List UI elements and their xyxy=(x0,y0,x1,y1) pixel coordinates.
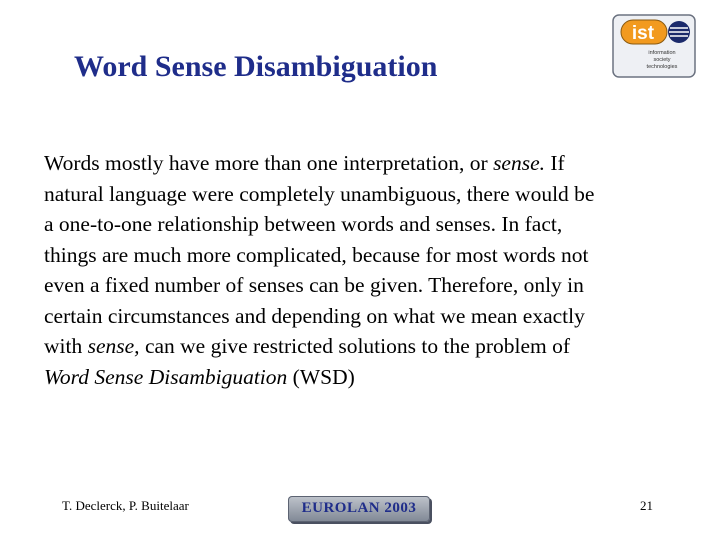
text-segment: even a fixed number of senses can be given. Therefore, only in xyxy=(44,273,584,297)
italic-term: sense. xyxy=(493,151,546,175)
body-line xyxy=(44,240,694,271)
page-number: 21 xyxy=(640,498,653,513)
text-segment: natural language were completely unambiguous, there would be xyxy=(44,181,595,206)
body-line xyxy=(44,179,694,210)
body-line xyxy=(44,331,694,362)
body-line xyxy=(44,362,694,393)
body-line xyxy=(44,209,694,240)
text-segment: If xyxy=(545,151,565,175)
eurolan-badge-label: EUROLAN 2003 xyxy=(301,500,417,516)
text-segment: a one-to-one relationship between words and senses. In fact, xyxy=(44,212,563,236)
text-segment: (WSD) xyxy=(287,364,355,389)
logo-caption-2: society xyxy=(653,57,671,63)
text-segment: things are much more complicated, because for most words not xyxy=(44,242,589,267)
logo-caption-3: technologies xyxy=(646,64,678,70)
body-line xyxy=(44,148,694,179)
italic-term: sense, xyxy=(87,334,140,358)
body-line xyxy=(44,270,694,301)
text-segment: with xyxy=(44,334,88,358)
slide-title: Word Sense Disambiguation xyxy=(74,50,438,83)
slide-body-paragraph xyxy=(44,148,694,392)
logo-caption-1: information xyxy=(648,50,676,56)
text-segment: can we give restricted solutions to the problem of xyxy=(139,334,571,358)
text-segment: certain circumstances and depending on what we mean exactly xyxy=(44,303,585,328)
logo-wordmark: ist xyxy=(631,23,655,44)
italic-term: Word Sense Disambiguation xyxy=(44,364,288,389)
eurolan-badge xyxy=(288,496,430,522)
ist-logo xyxy=(612,14,696,78)
body-line xyxy=(44,301,694,332)
text-segment: Words mostly have more than one interpretation, or xyxy=(44,151,494,175)
footer-authors: T. Declerck, P. Buitelaar xyxy=(62,498,189,513)
